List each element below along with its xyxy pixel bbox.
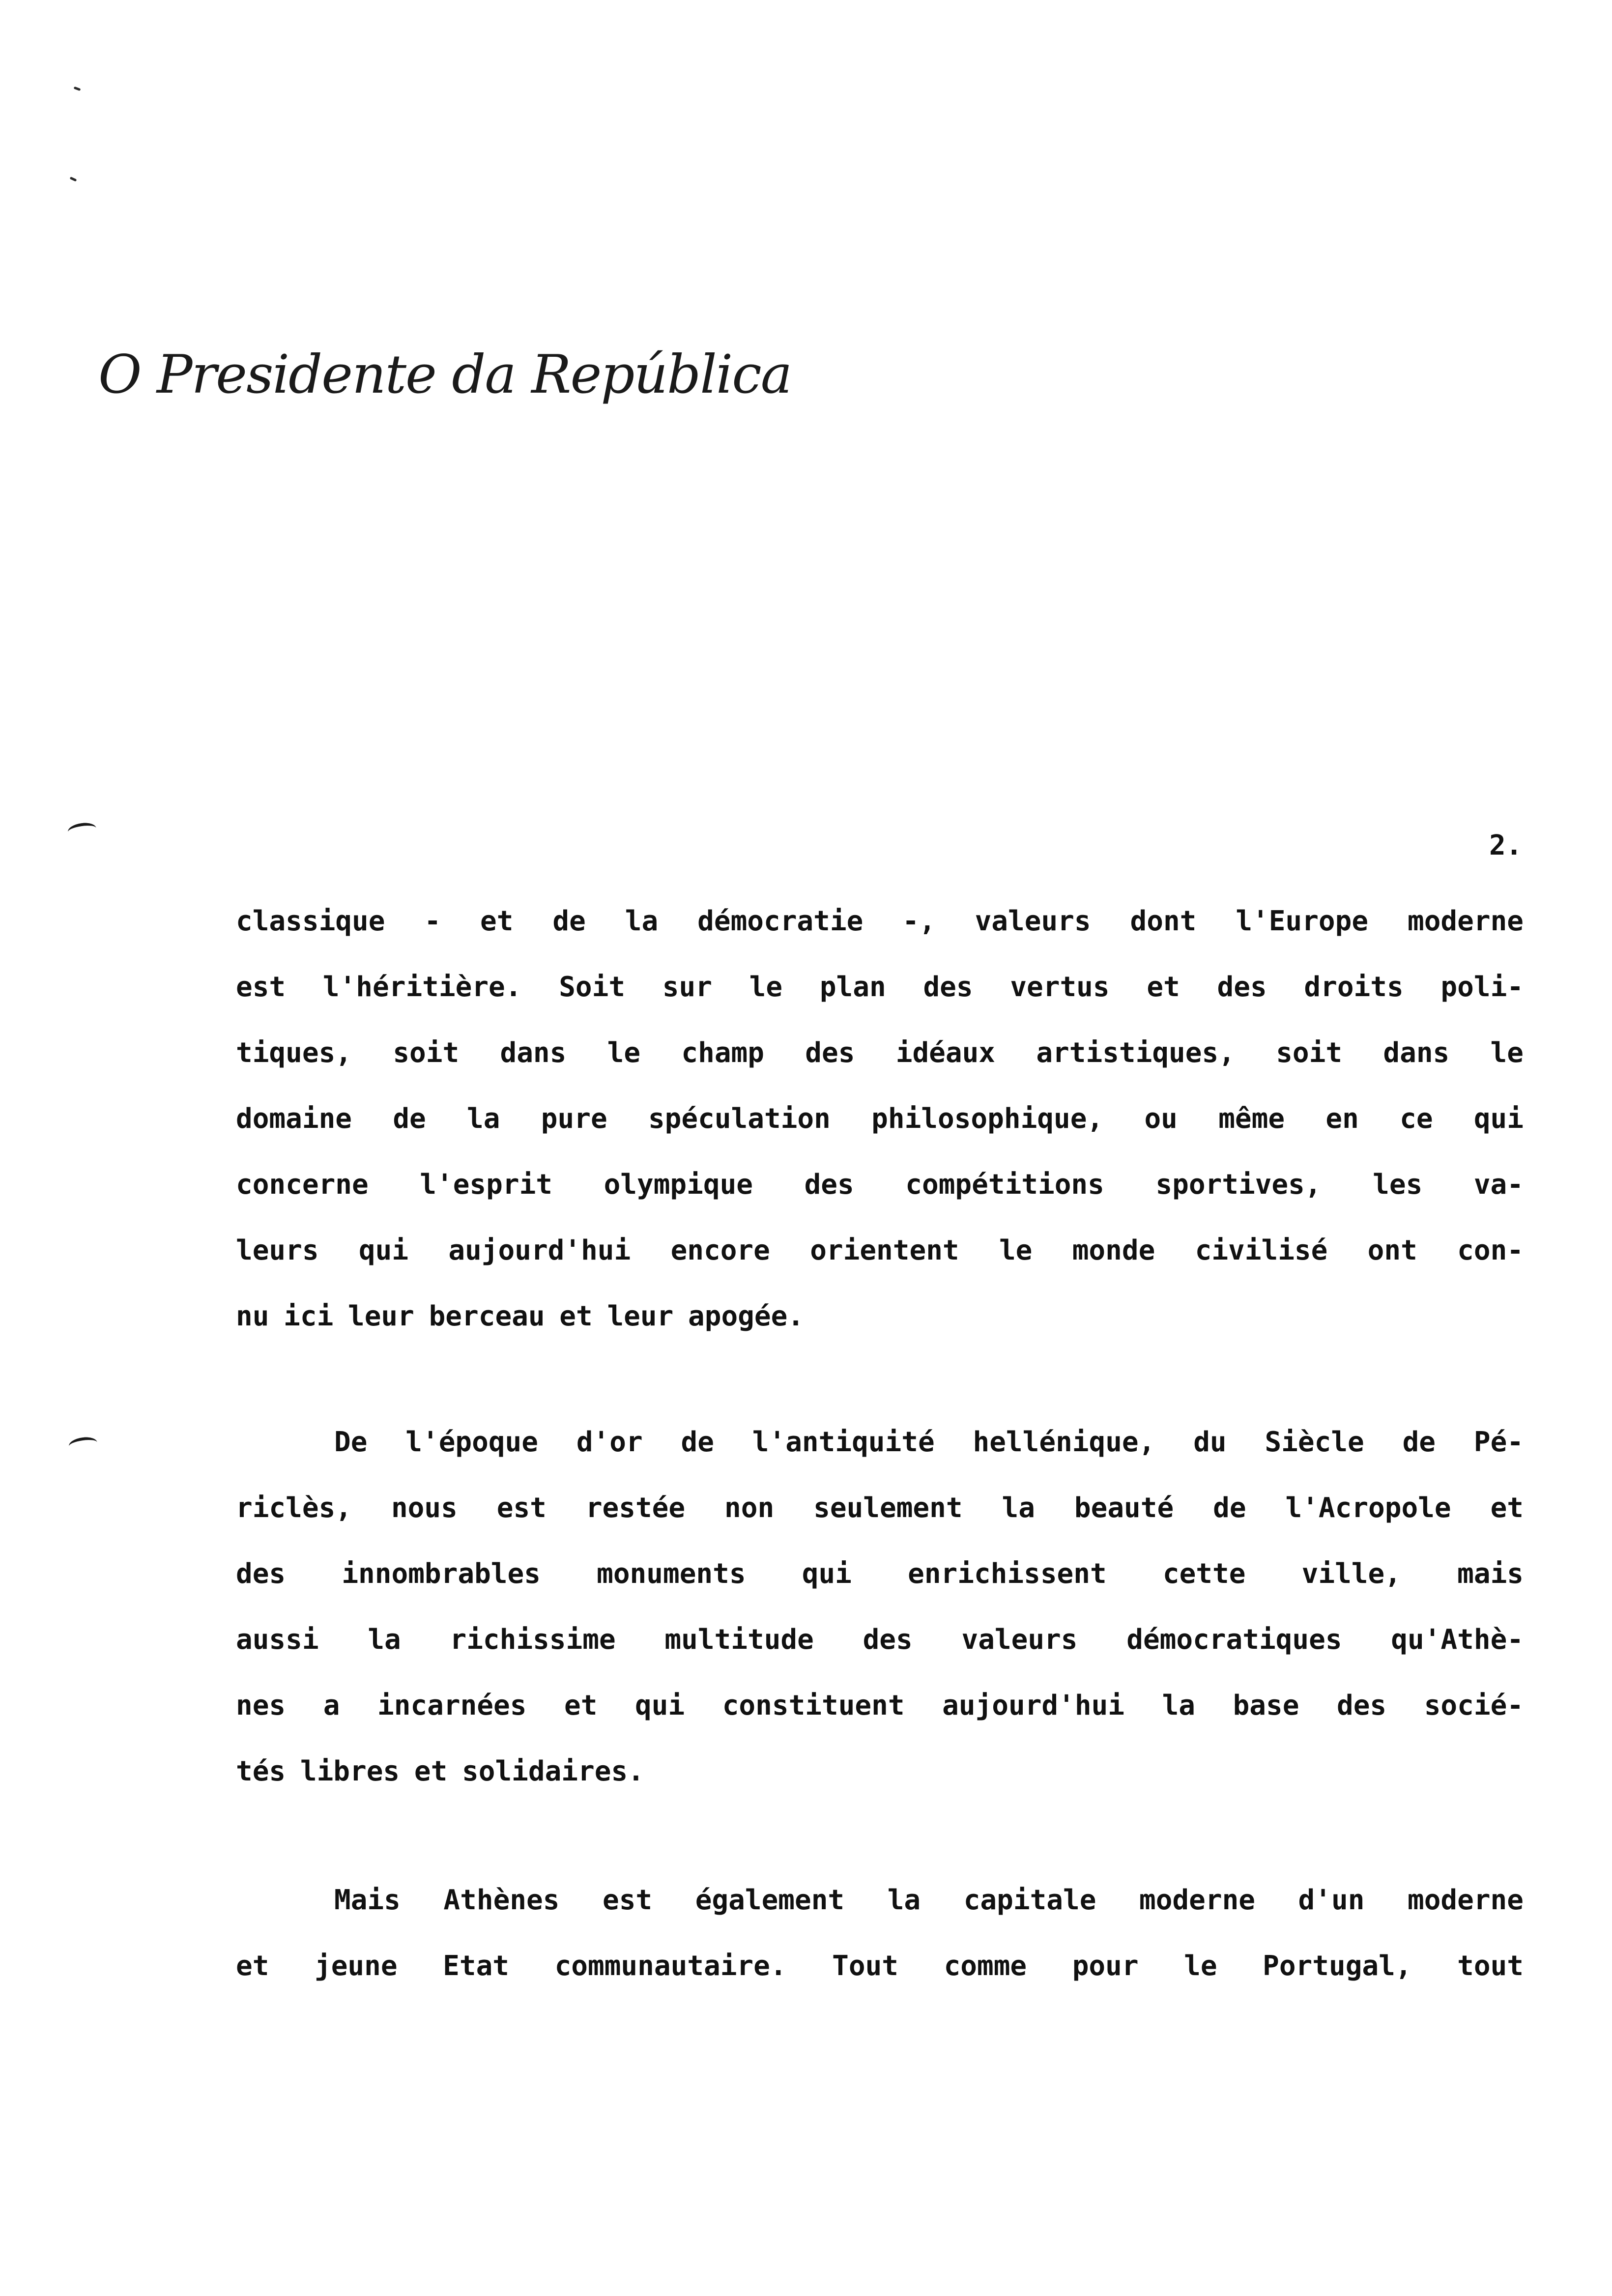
text-line: tés libres et solidaires. xyxy=(236,1755,644,1787)
text-line: nes a incarnées et qui constituent aujourd'hui la base des socié- xyxy=(236,1690,1524,1722)
margin-mark xyxy=(68,1435,98,1453)
letterhead: O Presidente da República xyxy=(98,344,792,405)
scan-speck xyxy=(74,86,81,91)
scan-speck xyxy=(70,176,77,181)
text-line: tiques, soit dans le champ des idéaux artistiques, soit dans le xyxy=(236,1037,1524,1069)
paragraph-2 xyxy=(236,1409,1524,1805)
text-line: et jeune Etat communautaire. Tout comme pour le Portugal, tout xyxy=(236,1950,1524,1982)
text-line: nu ici leur berceau et leur apogée. xyxy=(236,1300,805,1332)
paragraph-3 xyxy=(236,1867,1524,1999)
text-line: concerne l'esprit olympique des compétitions sportives, les va- xyxy=(236,1169,1524,1201)
text-line: classique - et de la démocratie -, valeurs dont l'Europe moderne xyxy=(236,905,1524,937)
text-line: est l'héritière. Soit sur le plan des vertus et des droits poli- xyxy=(236,971,1524,1003)
text-line: leurs qui aujourd'hui encore orientent le monde civilisé ont con- xyxy=(236,1234,1524,1266)
text-line: riclès, nous est restée non seulement la beauté de l'Acropole et xyxy=(236,1492,1524,1524)
text-line: des innombrables monuments qui enrichissent cette ville, mais xyxy=(236,1558,1524,1590)
paragraph-1 xyxy=(236,889,1524,1349)
text-line: Mais Athènes est également la capitale moderne d'un moderne xyxy=(334,1884,1524,1916)
page-number: 2. xyxy=(1489,830,1523,861)
margin-mark xyxy=(67,821,97,839)
text-line: domaine de la pure spéculation philosophique, ou même en ce qui xyxy=(236,1103,1524,1135)
text-line: De l'époque d'or de l'antiquité hellénique, du Siècle de Pé- xyxy=(334,1426,1524,1458)
text-line: aussi la richissime multitude des valeurs démocratiques qu'Athè- xyxy=(236,1624,1524,1656)
